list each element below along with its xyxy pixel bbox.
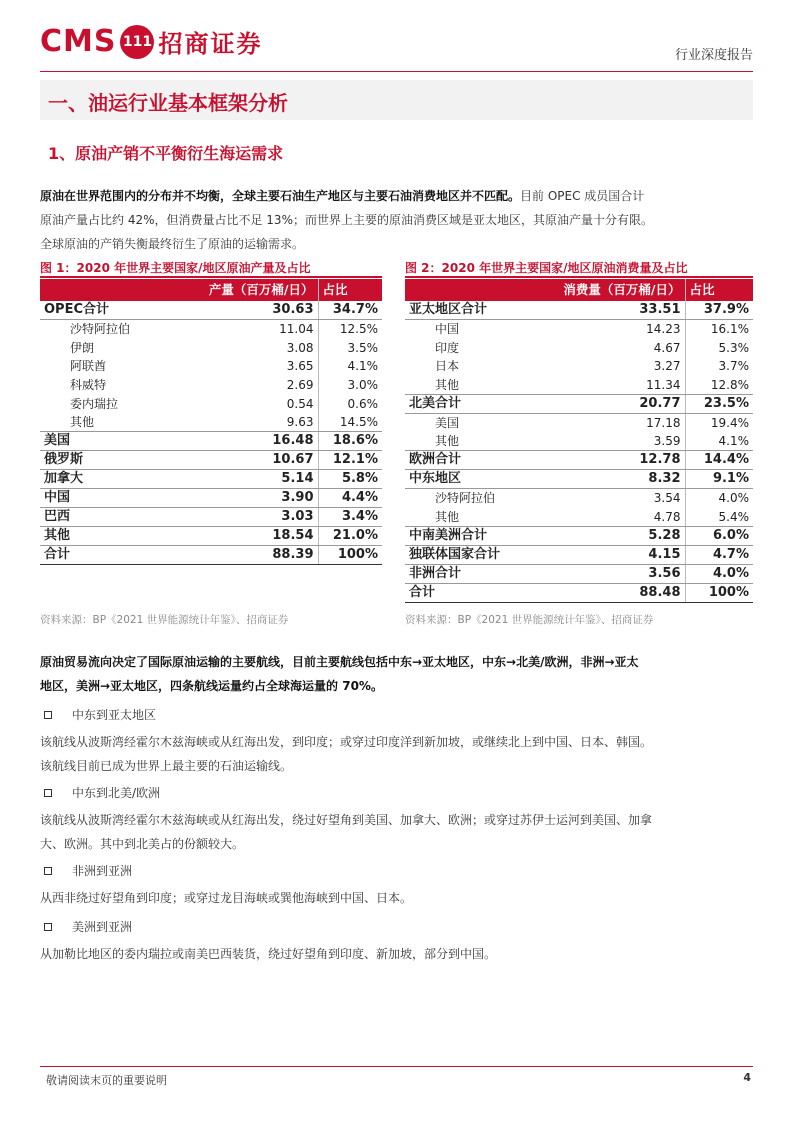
cell-share: 4.7% [685,545,753,564]
header-cell-name [405,279,545,301]
cell-value: 14.23 [646,322,681,337]
cell-name: 伊朗 [70,340,95,355]
cell-name: 亚太地区合计 [405,301,545,320]
header-divider [40,71,753,72]
table-row [40,301,382,320]
table-row [405,470,753,489]
figure1-title-rule [40,276,382,278]
checkbox-bullet-icon [44,923,52,931]
cell-share: 5.3% [685,338,753,357]
cell-name: 沙特阿拉伯 [70,322,131,337]
route-description [40,886,753,910]
cell-value: 3.03 [190,508,318,527]
table-row [40,394,382,413]
cell-name: 中南美洲合计 [405,526,545,545]
table-header-row [405,279,753,301]
cell-name: 印度 [435,340,460,355]
section-title: 一、油运行业基本框架分析 [48,91,288,115]
cell-share: 14.4% [685,451,753,470]
routes-intro-paragraph [40,650,753,698]
intro-line1-rest: 目前 OPEC 成员国合计 [520,189,645,203]
cell-value: 88.39 [190,546,318,565]
cell-value: 3.54 [653,491,681,506]
route-heading-text: 美洲到亚洲 [72,920,133,934]
route-heading [40,862,132,879]
cell-share: 4.4% [318,489,382,508]
section-heading-bar [40,80,753,120]
footer-disclaimer: 敬请阅读末页的重要说明 [46,1074,167,1087]
table-row [40,413,382,432]
cell-value: 3.90 [190,489,318,508]
figure2-source: 资料来源：BP《2021 世界能源统计年鉴》、招商证券 [405,614,654,626]
logo-emblem-icon: 111 [120,25,154,59]
cell-value: 3.27 [653,359,681,374]
cell-share: 6.0% [685,526,753,545]
table-row [405,564,753,583]
table-row [405,545,753,564]
route-heading [40,784,160,801]
table-row [405,489,753,508]
cell-name: 俄罗斯 [40,451,190,470]
table-row [40,432,382,451]
cell-share: 3.4% [318,508,382,527]
header-cell-value: 产量（百万桶/日） [190,279,318,301]
cell-value: 0.54 [286,396,314,411]
table-row [405,526,753,545]
table-header-row [40,279,382,301]
cell-value: 4.15 [545,545,685,564]
cell-share: 23.5% [685,394,753,413]
cell-name: 其他 [405,508,545,527]
cell-share: 16.1% [685,320,753,339]
figure2-title: 图 2：2020 年世界主要国家/地区原油消费量及占比 [405,261,688,275]
cell-name: 欧洲合计 [405,451,545,470]
routes-intro-line1: 原油贸易流向决定了国际原油运输的主要航线，目前主要航线包括中东→亚太地区，中东→北美/欧洲，非洲→亚太 [40,655,639,669]
cell-value: 4.67 [653,340,681,355]
route-line: 该航线从波斯湾经霍尔木兹海峡或从红海出发，到印度；或穿过印度洋到新加坡，或继续北上到中国、日本、韩国。 [40,735,653,749]
cell-share: 21.0% [318,527,382,546]
intro-bold-text: 原油在世界范围内的分布并不均衡，全球主要石油生产地区与主要石油消费地区并不匹配。 [40,189,521,203]
cell-share: 4.0% [685,489,753,508]
cell-share: 5.8% [318,470,382,489]
checkbox-bullet-icon [44,867,52,875]
logo-company-name: 招商证券 [158,30,263,58]
cell-value: 88.48 [545,583,685,602]
cell-value: 4.78 [545,508,685,527]
report-type: 行业深度报告 [674,48,753,63]
table-row [405,357,753,376]
cell-value: 11.04 [279,322,314,337]
cell-value: 12.78 [545,451,685,470]
header-cell-share: 占比 [685,279,753,301]
cell-name: 加拿大 [40,470,190,489]
route-heading-text: 中东到亚太地区 [72,708,157,722]
cell-value: 5.14 [190,470,318,489]
intro-line2: 原油产量占比约 42%，但消费量占比不足 13%；而世界上主要的原油消费区域是亚太地区，其原油产量十分有限。 [40,213,653,227]
cell-share: 12.8% [685,376,753,395]
table-row [40,320,382,339]
route-description [40,808,753,856]
figure1-production-table [40,279,382,565]
cell-name: 美国 [40,432,190,451]
cell-name: 独联体国家合计 [405,545,545,564]
cell-value: 33.51 [545,301,685,320]
company-logo [40,24,262,59]
cell-share: 0.6% [318,394,382,413]
cell-value: 20.77 [545,394,685,413]
cell-share: 4.1% [685,432,753,451]
subsection-title: 1、原油产销不平衡衍生海运需求 [48,144,284,163]
route-heading [40,918,132,935]
cell-share: 18.6% [318,432,382,451]
route-heading [40,706,156,723]
cell-value: 18.54 [190,527,318,546]
cell-value: 11.34 [545,376,685,395]
table-row [40,357,382,376]
page-header [40,18,753,70]
table-row [405,376,753,395]
cell-name: 巴西 [40,508,190,527]
figure1-title: 图 1：2020 年世界主要国家/地区原油产量及占比 [40,261,311,275]
cell-share: 3.5% [318,338,382,357]
cell-value: 3.56 [545,564,685,583]
cell-name: 阿联酋 [70,359,107,374]
page-number: 4 [743,1071,751,1084]
route-line: 该航线从波斯湾经霍尔木兹海峡或从红海出发，绕过好望角到美国、加拿大、欧洲；或穿过苏伊士运河到美国、加拿 [40,813,653,827]
footer-divider [40,1066,753,1067]
route-heading-text: 非洲到亚洲 [72,864,133,878]
cell-name: 合计 [405,583,545,602]
cell-name: 中国 [40,489,190,508]
table-row [40,451,382,470]
route-line: 从西非绕过好望角到印度；或穿过龙目海峡或巽他海峡到中国、日本。 [40,891,413,905]
header-cell-value: 消费量（百万桶/日） [545,279,685,301]
table-row [40,470,382,489]
figure2-title-rule [405,276,753,278]
cell-share: 3.7% [685,357,753,376]
header-cell-name [40,279,190,301]
cell-value: 5.28 [545,526,685,545]
cell-share: 12.5% [318,320,382,339]
cell-share: 12.1% [318,451,382,470]
cell-share: 37.9% [685,301,753,320]
route-line: 大、欧洲。其中到北美占的份额较大。 [40,837,245,851]
cell-name: 中国 [435,322,460,337]
cell-share: 100% [318,546,382,565]
cell-share: 14.5% [318,413,382,432]
figure2-consumption-table [405,279,753,603]
table-row [405,338,753,357]
cell-name: 委内瑞拉 [70,396,119,411]
route-description [40,942,753,966]
cell-share: 34.7% [318,301,382,320]
table-row [405,583,753,602]
cell-value: 3.08 [286,340,314,355]
route-heading-text: 中东到北美/欧洲 [72,786,161,800]
cell-value: 8.32 [545,470,685,489]
cell-name: 其他 [405,432,545,451]
table-row [40,376,382,395]
header-cell-share: 占比 [318,279,382,301]
table-row [405,508,753,527]
cell-name: 沙特阿拉伯 [435,491,496,506]
checkbox-bullet-icon [44,711,52,719]
table-row [405,301,753,320]
table-row [405,413,753,432]
cell-name: 美国 [435,416,460,431]
table-row [40,489,382,508]
cell-value: 9.63 [190,413,318,432]
cell-name: OPEC合计 [40,301,190,320]
cell-value: 10.67 [190,451,318,470]
logo-cms-text: CMS [40,24,117,59]
cell-share: 5.4% [685,508,753,527]
cell-name: 其他 [40,413,190,432]
checkbox-bullet-icon [44,789,52,797]
cell-share: 9.1% [685,470,753,489]
route-description [40,730,753,778]
cell-name: 北美合计 [405,394,545,413]
cell-name: 非洲合计 [405,564,545,583]
table-row [405,320,753,339]
cell-name: 其他 [40,527,190,546]
cell-share: 4.1% [318,357,382,376]
cell-share: 4.0% [685,564,753,583]
cell-name: 其他 [405,376,545,395]
cell-share: 3.0% [318,376,382,395]
cell-share: 19.4% [685,413,753,432]
cell-share: 100% [685,583,753,602]
route-line: 从加勒比地区的委内瑞拉或南美巴西装货，绕过好望角到印度、新加坡，部分到中国。 [40,947,497,961]
table-row [40,546,382,565]
route-line: 该航线目前已成为世界上最主要的石油运输线。 [40,759,293,773]
intro-paragraph [40,184,753,256]
cell-value: 30.63 [190,301,318,320]
cell-value: 16.48 [190,432,318,451]
intro-line3: 全球原油的产销失衡最终衍生了原油的运输需求。 [40,237,305,251]
cell-value: 3.59 [545,432,685,451]
table-row [40,527,382,546]
table-row [405,432,753,451]
cell-value: 17.18 [646,416,681,431]
routes-intro-line2: 地区，美洲→亚太地区，四条航线运量约占全球海运量的 70%。 [40,679,383,693]
table-row [405,451,753,470]
cell-name: 日本 [435,359,460,374]
cell-name: 中东地区 [405,470,545,489]
cell-name: 科威特 [70,378,107,393]
table-row [405,394,753,413]
figure1-source: 资料来源：BP《2021 世界能源统计年鉴》、招商证券 [40,614,289,626]
cell-value: 3.65 [286,359,314,374]
cell-value: 2.69 [286,378,314,393]
table-row [40,338,382,357]
table-row [40,508,382,527]
cell-name: 合计 [40,546,190,565]
